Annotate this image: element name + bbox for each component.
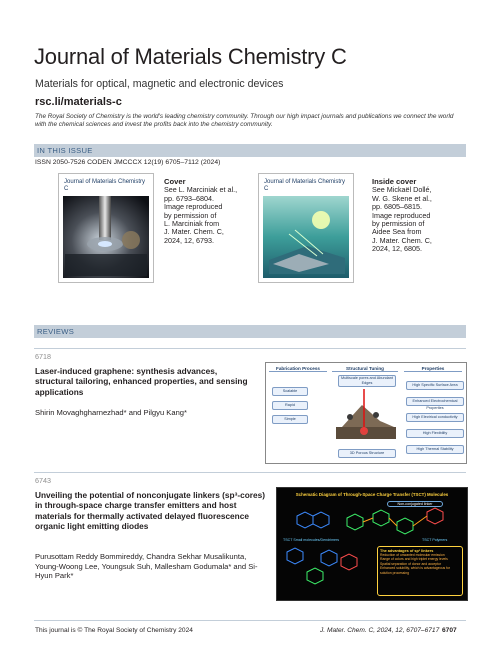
divider <box>34 348 466 349</box>
fig-tsct-linker: Non-conjugated linker <box>387 501 443 507</box>
divider <box>34 472 466 473</box>
fig-tsct-adv: Enhanced solubility, which is advantageous for solution processing <box>380 566 451 575</box>
cover-line: by permission of <box>372 219 425 229</box>
cover-heading: Cover <box>164 177 186 186</box>
inside-cover-image[interactable] <box>258 173 354 283</box>
cover-line: pp. 6805–6815. <box>372 202 422 212</box>
article-authors: Purusottam Reddy Bommireddy, Chandra Sekhar Musalikunta, Young-Woong Lee, Youngsuk Suh, Mallesham Godumala* and Si-Hyun Park* <box>35 552 258 581</box>
fig-col-properties: Properties <box>404 366 462 372</box>
article-title[interactable]: Laser-induced graphene: synthesis advances, structural tailoring, enhanced properties, and sensing applications <box>35 366 248 397</box>
inside-cover-journal-label: Journal of Materials Chemistry C <box>264 179 346 192</box>
in-this-issue-bar <box>34 144 466 157</box>
fig-tsct-adv-title: The advantages of sp³ linkers <box>380 549 434 553</box>
fig-box: Simple <box>272 415 308 424</box>
issn-line: ISSN 2050-7526 CODEN JMCCCX 12(19) 6705–7112 (2024) <box>35 159 221 166</box>
cover-line: Aidee Sea from <box>372 227 422 237</box>
fig-tsct-adv: Range of colors and high triplet energy levels <box>380 557 448 562</box>
article-figure-tsct <box>276 487 468 601</box>
fig-box: Scalable <box>272 387 308 396</box>
fig-box: Rapid <box>272 401 308 410</box>
fig-tsct-small: TSCT Small molecules/Dendrimers <box>283 538 340 542</box>
article-page: 6718 <box>35 352 51 361</box>
about-text: The Royal Society of Chemistry is the world's leading chemistry community. Through our high impact journals and publications we connect the world with the chemical sciences and invest the profits back into the chemistry community. <box>35 113 454 128</box>
fig-box: Multiscale pores and Abundant Edges <box>338 375 396 387</box>
footer-divider <box>34 620 466 621</box>
fig-prop: High Thermal Stability <box>406 445 464 454</box>
footer-citation: J. Mater. Chem. C, 2024, 12, 6707–6717 <box>320 627 440 634</box>
cover-line: pp. 6793–6804. <box>164 193 214 203</box>
cover-image[interactable] <box>58 173 154 283</box>
journal-title: Journal of Materials Chemistry C <box>34 44 347 69</box>
fig-tsct-adv: Reduction of unwanted molecular emission <box>380 553 445 557</box>
footer-page-number: 6707 <box>442 627 457 634</box>
fig-prop: High Electrical conductivity <box>406 413 464 422</box>
fig-col-fabrication: Fabrication Process <box>269 366 327 372</box>
in-this-issue-heading: IN THIS ISSUE <box>37 146 93 155</box>
cover-caption <box>164 178 264 245</box>
cover-line: See Mickaël Dollé, <box>372 185 432 195</box>
journal-url[interactable]: rsc.li/materials-c <box>35 96 122 108</box>
article-title[interactable]: Unveiling the potential of nonconjugate linkers (sp³-cores) in through-space charge transfer emitters and host materials for thermally activated delayed fluorescence organic light emitting diodes <box>35 490 266 532</box>
cover-line: W. G. Skene et al., <box>372 193 432 203</box>
reviews-heading: REVIEWS <box>37 327 75 336</box>
inside-cover-caption <box>372 178 472 254</box>
cover-line: Image reproduced <box>372 210 431 220</box>
cover-line: 2024, 12, 6793. <box>164 235 214 245</box>
cover-line: 2024, 12, 6805. <box>372 244 422 254</box>
fig-tsct-polymers: TSCT Polymers <box>422 538 448 542</box>
article-page: 6743 <box>35 476 51 485</box>
fig-tsct-title: Schematic Diagram of Through-Space Charge Transfer (TSCT) Molecules <box>295 492 449 497</box>
article-authors: Shirin Movaghgharnezhad* and Pilgyu Kang* <box>35 408 187 417</box>
fig-col-structural: Structural Tuning <box>332 366 398 372</box>
fig-prop: High Specific Surface Area <box>406 381 464 390</box>
reviews-bar <box>34 325 466 338</box>
fig-tsct-adv: Spatial separation of donor and acceptor <box>380 561 442 566</box>
inside-cover-illustration <box>259 174 353 282</box>
fig-tsct-advantages <box>377 546 463 596</box>
cover-line: J. Mater. Chem. C, <box>372 235 432 245</box>
cover-line: by permission of <box>164 210 217 220</box>
cover-line: Image reproduced <box>164 202 223 212</box>
fig-prop: Enhanced Electrochemical Properties <box>406 397 464 406</box>
footer-copyright: This journal is © The Royal Society of Chemistry 2024 <box>35 627 193 634</box>
fig-box: 3D Porous Structure <box>338 449 396 458</box>
article-figure-lig <box>265 362 467 464</box>
fig-prop: High Flexibility <box>406 429 464 438</box>
inside-cover-heading: Inside cover <box>372 177 417 186</box>
cover-line: See L. Marciniak et al., <box>164 185 238 195</box>
cover-line: L. Marciniak from <box>164 219 220 229</box>
fig-lig-illustration <box>328 387 404 447</box>
cover-line: J. Mater. Chem. C, <box>164 227 224 237</box>
cover-illustration <box>59 174 153 282</box>
cover-journal-label: Journal of Materials Chemistry C <box>64 179 146 192</box>
journal-subtitle: Materials for optical, magnetic and electronic devices <box>35 78 284 90</box>
